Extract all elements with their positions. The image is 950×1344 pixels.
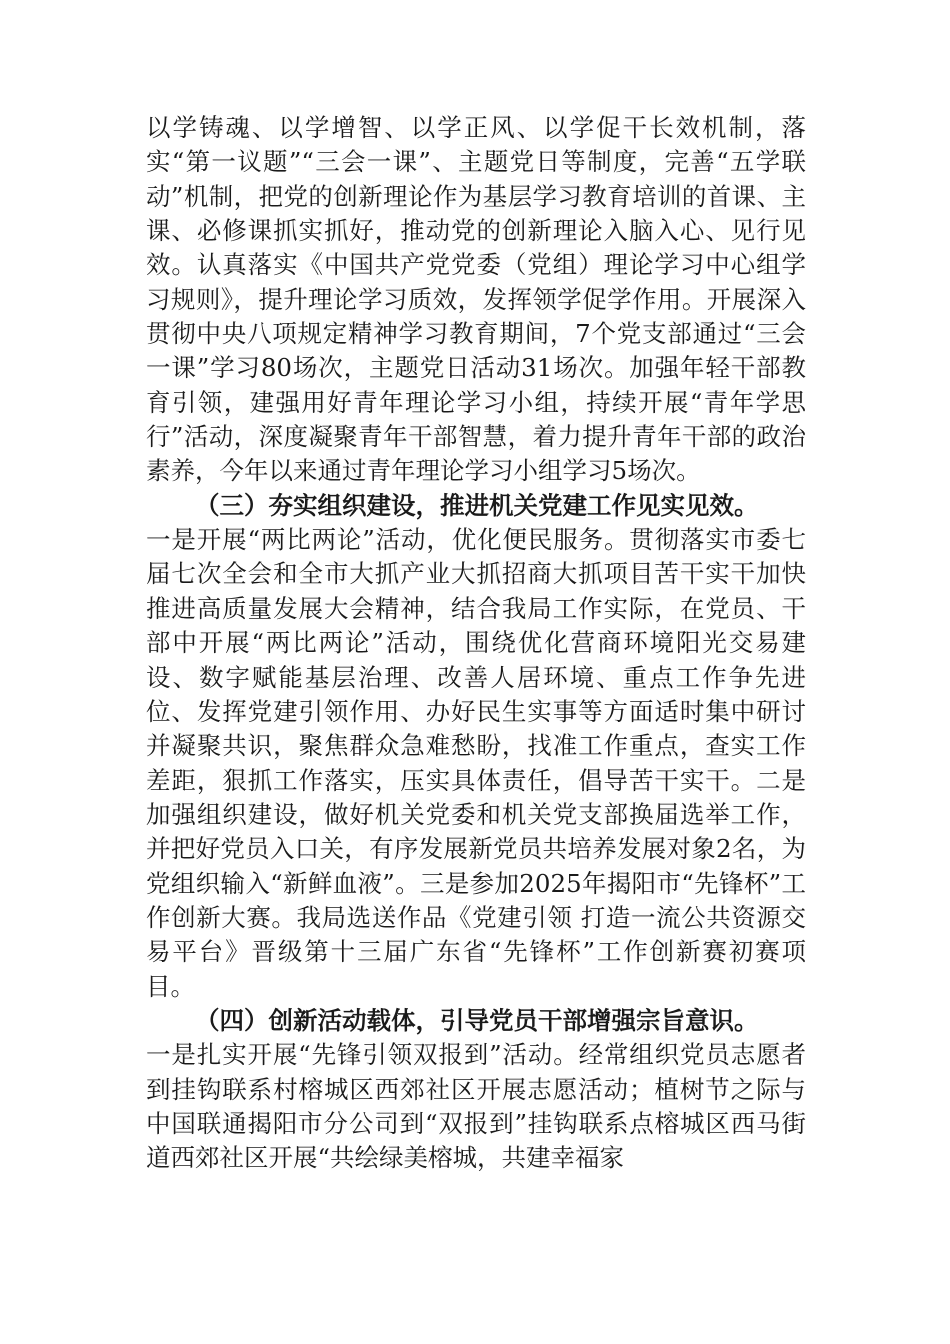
section-heading-activities: （四）创新活动载体，引导党员干部增强宗旨意识。	[195, 1005, 759, 1035]
paragraph-organization-building: 一是开展“两比两论”活动，优化便民服务。贯彻落实市委七届七次全会和全市大抓产业大抓招商大抓项目苦干实干加快推进高质量发展大会精神，结合我局工作实际，在党员、干部中开展“两比两论”活动，围绕优化营商环境阳光交易建设、数字赋能基层治理、改善人居环境、重点工作争先进位、发挥党建引领作用、办好民生实事等方面适时集中研讨并凝聚共识，聚焦群众急难愁盼，找准工作重点，查实工作差距，狠抓工作落实，压实具体责任，倡导苦干实干。二是加强组织建设，做好机关党委和机关党支部换届选举工作，并把好党员入口关，有序发展新党员共培养发展对象2名，为党组织输入“新鲜血液”。三是参加2025年揭阳市“先锋杯”工作创新大赛。我局选送作品《党建引领 打造一流公共资源交易平台》晋级第十三届广东省“先锋杯”工作创新赛初赛项目。	[146, 525, 806, 1001]
document-page	[146, 111, 806, 1176]
paragraph-study-mechanism: 以学铸魂、以学增智、以学正风、以学促干长效机制，落实“第一议题”“三会一课”、主题党日等制度，完善“五学联动”机制，把党的创新理论作为基层学习教育培训的首课、主课、必修课抓实抓好，推动党的创新理论入脑入心、见行见效。认真落实《中国共产党党委（党组）理论学习中心组学习规则》，提升理论学习质效，发挥领学促学作用。开展深入贯彻中央八项规定精神学习教育期间，7个党支部通过“三会一课”学习80场次，主题党日活动31场次。加强年轻干部教育引领，建强用好青年理论学习小组，持续开展“青年学思行”活动，深度凝聚青年干部智慧，着力提升青年干部的政治素养，今年以来通过青年理论学习小组学习5场次。	[146, 113, 806, 486]
section-heading-organization: （三）夯实组织建设，推进机关党建工作见实见效。	[195, 490, 759, 520]
paragraph-volunteer-activities: 一是扎实开展“先锋引领双报到”活动。经常组织党员志愿者到挂钩联系村榕城区西郊社区开展志愿活动；植树节之际与中国联通揭阳市分公司到“双报到”挂钩联系点榕城区西马街道西郊社区开展“共绘绿美榕城，共建幸福家	[146, 1040, 806, 1173]
